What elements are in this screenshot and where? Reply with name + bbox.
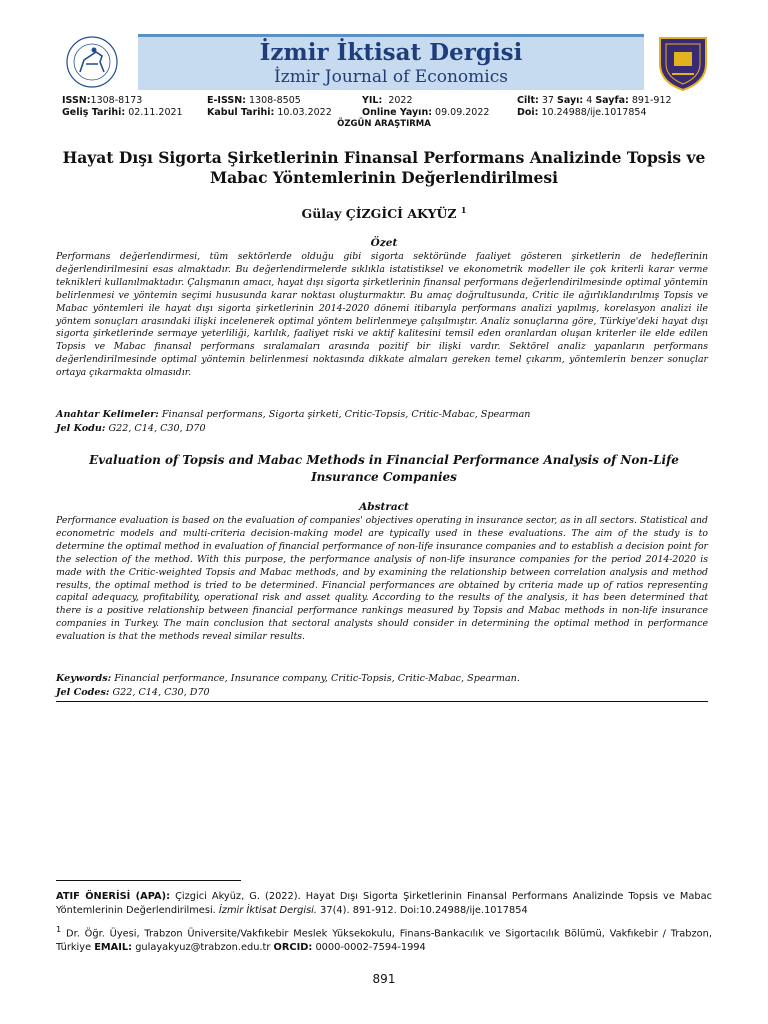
ozet-text: Performans değerlendirmesi, tüm sektörlerde olduğu gibi sigorta sektöründe faaliyet gösteren şirketlerin de hedeflerinin değerlendirilmesini esas almaktadır. Bu değerlendirmelerde sıklıkla istatistiksel ve ekonometrik modeller ile çok kriterli karar verme teknikleri kullanılmaktadır. Çalışmanın amacı, hayat dışı sigorta şirketlerinin finansal performans değerlendirilmesinde optimal yöntemin belirlenmesi ve yöntemin seçimi hususunda karar noktası oluşturmaktır. Bu amaç doğrultusunda, Critic ile ağırlıklandırılmış Topsis ve Mabac yöntemleri ile hayat dışı sigorta şirketlerinin 2014-2020 dönemi itibarıyla performans analizi yapılmış, korelasyon analizi ile yöntem sonuçları arasındaki ilişki incelenerek optimal yöntem belirlenmeye çalışılmıştır. Analiz sonuçlarına göre, Türkiye'deki hayat dışı sigorta şirketlerinde sermaye yeterliliği, karlılık, faaliyet riski ve aktif kalitesini temsil eden oranlardan oluşan kriterler ile elde edilen Topsis ve Mabac finansal performans sıralamaları arasında pozitif bir ilişki vardır. Sektörel analiz yapanların performans değerlendirilmesinde optimal yöntemin belirlenmesi noktasında dikkate almaları gereken temel çıkarım, yöntemlerin benzer sonuçlar ortaya çıkarmakta olmasıdır. [56,251,708,379]
university-seal-icon [56,34,128,90]
section-divider [56,701,708,702]
jel-en: Jel Codes: G22, C14, C30, D70 [56,687,210,698]
jel-tr: Jel Kodu: G22, C14, C30, D70 [56,423,206,434]
issn: 1308-8173 [90,95,143,106]
journal-title-en: İzmir Journal of Economics [274,67,508,87]
footnote-divider [56,880,241,881]
citation-suggestion: ATIF ÖNERİSİ (APA): Çizgici Akyüz, G. (2022). Hayat Dışı Sigorta Şirketlerinin Finansal Performans Analizinde Topsis ve Mabac Yöntemlerinin Değerlendirilmesi. İzmir İktisat Dergisi. 37(4). 891-912. Doi:10.24988/ije.1017854 [56,891,712,916]
journal-title-banner [138,34,644,90]
eissn: 1308-8505 [249,95,301,106]
author: Gülay ÇİZGİCİ AKYÜZ $^1$ [301,205,467,222]
author-email: gulayakyuz@trabzon.edu.tr [135,942,271,954]
abstract-text: Performance evaluation is based on the evaluation of companies' objectives operating in insurance sector, as in all sectors. Statistical and econometric models and multi-criteria decision-making model are typically used in these evaluations. The aim of the study is to determine the optimal method in evaluation of financial performance of non-life insurance companies and to establish a decision point for the selection of the method. With this purpose, the performance analysis of non-life insurance companies for the period 2014-2020 is made with the Critic-weighted Topsis and Mabac methods, and by examining the relationship between correlation analysis and method results, the optimal method is tried to be determined. Financial performances are obtained by criteria made up of ratios representing capital adequacy, profitability, operational risk and asset quality. According to the results of the analysis, it has been determined that there is a positive relationship between financial performance rankings measured by Topsis and Mabac methods in non-life insurance companies in Turkey. The main conclusion that sectoral analysts should consider in determining the optimal method in performance evaluation is that the methods reveal similar results. [56,515,708,643]
received-date: 02.11.2021 [128,107,183,118]
article-title-en: Evaluation of Topsis and Mabac Methods in Financial Performance Analysis of Non-Life Insurance Companies [89,453,679,484]
page-number: 891 [372,972,396,986]
year: 2022 [388,95,413,106]
article-title-tr: Hayat Dışı Sigorta Şirketlerinin Finansal Performans Analizinde Topsis ve Mabac Yöntemlerinin Değerlendirilmesi [62,148,706,187]
article-type: ÖZGÜN ARAŞTIRMA [337,119,431,129]
abstract-heading: Abstract [359,501,409,513]
author-footnote: $^1$ Dr. Öğr. Üyesi, Trabzon Üniversite/Vakfıkebir Meslek Yüksekokulu, Finans-Bankacılık ve Sigortacılık Bölümü, Vakfıkebir / Trabzon, Türkiye EMAIL: gulayakyuz@trabzon.edu.tr ORCID: 0000-0002-7594-1994 [56,924,712,954]
journal-title-tr: İzmir İktisat Dergisi [259,39,523,66]
keywords-en: Keywords: Financial performance, Insurance company, Critic-Topsis, Critic-Mabac, Spearman. [56,673,520,684]
journal-meta: ISSN:1308-8173 E-ISSN: 1308-8505 YIL: 2022 Cilt: 37 Sayı: 4 Sayfa: 891-912 Geliş Tarihi: 02.11.2021 Kabul Tarihi: 10.03.2022 Online Yayın: 09.09.2022 Doi: 10.24988/ije.1017854 [62,95,672,118]
ozet-heading: Özet [370,237,398,249]
online-date: 09.09.2022 [435,107,490,118]
keywords-tr: Anahtar Kelimeler: Finansal performans, Sigorta şirketi, Critic-Topsis, Critic-Mabac, Spearman [56,409,531,420]
accepted-date: 10.03.2022 [277,107,332,118]
author-orcid: 0000-0002-7594-1994 [315,942,426,954]
doi: 10.24988/ije.1017854 [541,107,647,118]
faculty-shield-icon [654,34,712,92]
journal-header [56,34,712,92]
